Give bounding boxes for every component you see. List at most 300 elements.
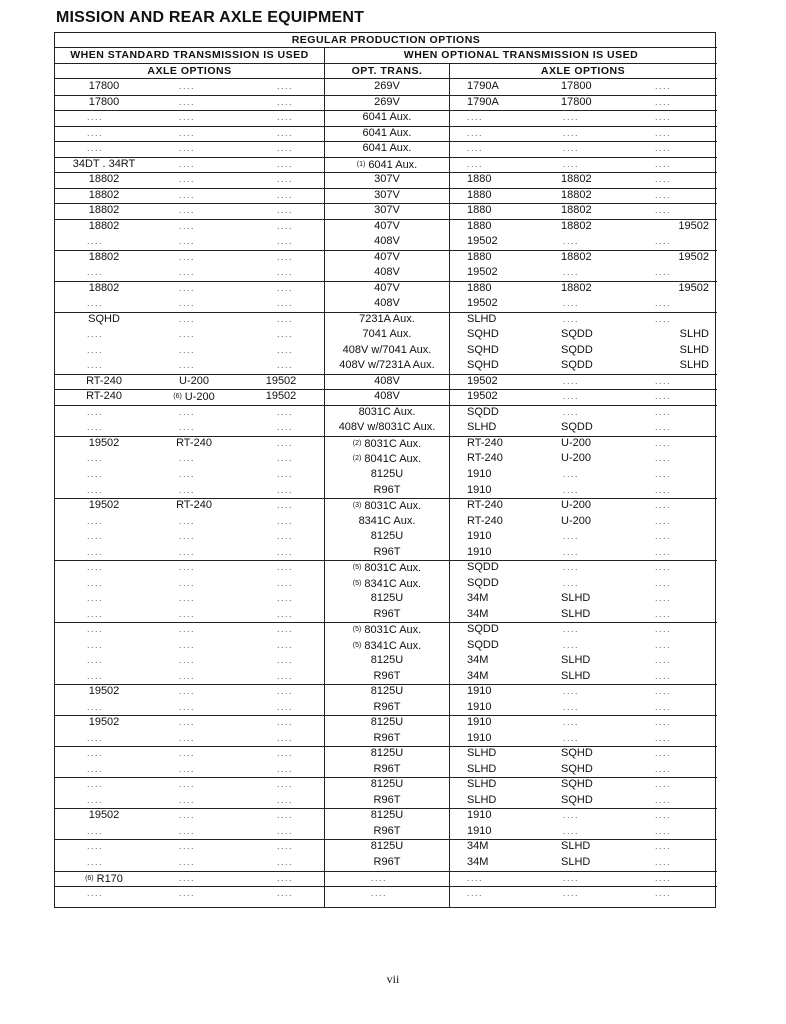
- table-cell: [545, 654, 625, 667]
- leader-dots: ....: [655, 717, 672, 728]
- cell-value: 34M: [467, 592, 489, 605]
- table-cell: [453, 220, 533, 233]
- header-rule: [55, 78, 717, 79]
- cell-value: SLHD: [679, 359, 709, 372]
- table-cell: [453, 778, 533, 791]
- leader-dots: ....: [467, 158, 484, 169]
- leader-dots: ....: [179, 857, 196, 867]
- table-cell: [151, 437, 237, 450]
- cell-value: 34M: [467, 654, 489, 667]
- row-rule: [55, 622, 717, 623]
- cell-value: R96T: [373, 669, 401, 682]
- leader-dots: ....: [87, 888, 104, 899]
- leader-dots: ....: [179, 112, 196, 123]
- leader-dots: ....: [655, 748, 672, 759]
- cell-value: 8125U: [370, 468, 404, 480]
- cell-value: SQDD: [561, 421, 593, 434]
- leader-dots: ....: [277, 608, 294, 619]
- cell-value: SQHD: [467, 359, 499, 372]
- leader-dots: ....: [179, 406, 196, 417]
- leader-dots: ....: [563, 546, 580, 557]
- leader-dots: ....: [563, 143, 580, 154]
- leader-dots: ....: [87, 763, 104, 774]
- cell-value: SQHD: [561, 793, 593, 806]
- leader-dots: ....: [179, 717, 196, 728]
- table-cell: [327, 701, 447, 714]
- cell-value: 1880: [467, 204, 492, 217]
- cell-value: R96T: [373, 607, 401, 620]
- leader-dots: ....: [277, 732, 294, 743]
- cell-value: SQHD: [561, 762, 593, 775]
- leader-dots: ....: [563, 810, 580, 821]
- table-cell: [545, 96, 625, 109]
- page-number: vii: [386, 972, 400, 986]
- leader-dots: ....: [655, 794, 672, 805]
- table-cell: [327, 452, 447, 466]
- table-cell: [545, 608, 625, 621]
- cell-value: 1910: [467, 731, 492, 744]
- table-cell: [453, 763, 533, 776]
- footnote-marker: (5): [352, 564, 362, 572]
- row-rule: [55, 250, 717, 251]
- table-cell: [327, 328, 447, 341]
- table-cell: [545, 359, 625, 372]
- table-cell: [453, 251, 533, 264]
- cell-value: 8341C Aux.: [364, 639, 422, 652]
- table-cell: [545, 344, 625, 357]
- table-cell: [241, 390, 321, 403]
- table-cell: [545, 763, 625, 776]
- row-rule: [55, 560, 717, 561]
- row-rule: [55, 839, 717, 840]
- table-cell: [327, 670, 447, 683]
- cell-value: 1880: [467, 250, 492, 263]
- table-cell: [545, 437, 625, 450]
- leader-dots: ....: [655, 406, 672, 417]
- cell-value: SLHD: [467, 778, 497, 791]
- table-cell: [453, 375, 533, 388]
- cell-value: 19502: [265, 390, 297, 403]
- leader-dots: ....: [277, 748, 294, 759]
- table-cell: [453, 328, 533, 341]
- table-cell: [545, 173, 625, 186]
- table-cell: [327, 794, 447, 807]
- table-cell: [327, 577, 447, 591]
- leader-dots: ....: [87, 701, 104, 712]
- leader-dots: ....: [87, 732, 104, 743]
- cell-value: 6041 Aux.: [362, 142, 412, 155]
- leader-dots: ....: [87, 624, 104, 635]
- table-cell: [327, 623, 447, 637]
- leader-dots: ....: [563, 732, 580, 743]
- cell-value: 8125U: [370, 840, 404, 853]
- leader-dots: ....: [277, 546, 294, 557]
- table-cell: [59, 251, 149, 264]
- leader-dots: ....: [277, 670, 294, 681]
- leader-dots: ....: [179, 189, 196, 200]
- cell-value: 1910: [467, 530, 492, 543]
- leader-dots: ....: [655, 127, 672, 138]
- column-divider: [324, 47, 325, 908]
- table-cell: [59, 809, 149, 822]
- leader-dots: ....: [655, 453, 672, 464]
- leader-dots: ....: [179, 422, 196, 433]
- leader-dots: ....: [179, 158, 196, 169]
- cell-value: 1880: [467, 281, 492, 294]
- leader-dots: ....: [179, 748, 196, 759]
- cell-value: 1880: [467, 188, 492, 201]
- cell-value: 8031C Aux.: [364, 562, 422, 575]
- leader-dots: ....: [179, 205, 196, 216]
- leader-dots: ....: [87, 298, 104, 309]
- cell-value: U-200: [561, 499, 591, 512]
- leader-dots: ....: [277, 344, 294, 355]
- leader-dots: ....: [277, 298, 294, 309]
- cell-value: 408V: [374, 235, 400, 248]
- leader-dots: ....: [277, 841, 294, 852]
- cell-value: 407V: [374, 219, 400, 232]
- table-cell: [453, 437, 533, 450]
- leader-dots: ....: [87, 562, 104, 573]
- cell-value: 18802: [88, 281, 120, 294]
- cell-value: 8125U: [370, 530, 404, 543]
- leader-dots: ....: [87, 655, 104, 666]
- leader-dots: ....: [179, 484, 196, 495]
- leader-dots: ....: [179, 810, 196, 821]
- cell-value: 19502: [467, 297, 498, 310]
- cell-value: 18802: [561, 250, 592, 263]
- leader-dots: ....: [655, 825, 672, 836]
- leader-dots: ....: [277, 205, 294, 216]
- table-cell: [327, 716, 447, 729]
- cell-value: SQDD: [467, 576, 499, 589]
- table-cell: [327, 375, 447, 388]
- footnote-marker: (1): [356, 160, 366, 168]
- cell-value: 8031C Aux.: [364, 624, 422, 637]
- table-cell: [327, 484, 447, 497]
- table-cell: [59, 80, 149, 93]
- row-rule: [55, 219, 717, 220]
- cell-value: 8041C Aux.: [364, 453, 422, 466]
- leader-dots: ....: [655, 577, 672, 588]
- leader-dots: ....: [655, 375, 672, 386]
- row-rule: [55, 110, 717, 111]
- leader-dots: ....: [87, 236, 104, 247]
- leader-dots: ....: [563, 577, 580, 588]
- table-cell: [453, 452, 533, 465]
- table-cell: [453, 794, 533, 807]
- header-standard-transmission: WHEN STANDARD TRANSMISSION IS USED: [70, 49, 309, 61]
- cell-value: 18802: [88, 219, 120, 232]
- leader-dots: ....: [87, 143, 104, 154]
- cell-value: SLHD: [679, 328, 709, 341]
- cell-value: 19502: [88, 499, 120, 512]
- table-cell: [453, 204, 533, 217]
- leader-dots: ....: [655, 779, 672, 790]
- cell-value: 34M: [467, 840, 489, 853]
- cell-value: U-200: [561, 514, 591, 527]
- row-rule: [55, 95, 717, 96]
- cell-value: 307V: [374, 173, 400, 186]
- leader-dots: ....: [563, 639, 580, 650]
- cell-value: SQHD: [561, 778, 593, 791]
- cell-value: 6041 Aux.: [362, 126, 412, 139]
- cell-value: 1910: [467, 468, 492, 480]
- cell-value: SQDD: [467, 405, 499, 418]
- cell-value: 307V: [374, 188, 400, 201]
- table-cell: [453, 825, 533, 838]
- leader-dots: ....: [655, 158, 672, 169]
- cell-value: SLHD: [467, 762, 497, 775]
- leader-dots: ....: [563, 825, 580, 836]
- table-cell: [545, 282, 625, 295]
- table-cell: [453, 732, 533, 745]
- cell-value: 19502: [88, 716, 120, 729]
- leader-dots: ....: [179, 469, 196, 479]
- leader-dots: ....: [179, 670, 196, 681]
- table-cell: [453, 421, 533, 434]
- leader-dots: ....: [371, 872, 388, 883]
- cell-value: R96T: [373, 545, 401, 558]
- row-rule: [55, 777, 717, 778]
- cell-value: 7041 Aux.: [362, 328, 412, 341]
- leader-dots: ....: [277, 189, 294, 200]
- leader-dots: ....: [563, 872, 580, 883]
- table-cell: [59, 437, 149, 450]
- cell-value: 1910: [467, 700, 492, 713]
- table-cell: [453, 809, 533, 822]
- table-cell: [59, 390, 149, 403]
- cell-value: 19502: [88, 809, 120, 822]
- leader-dots: ....: [563, 406, 580, 417]
- table-cell: [327, 80, 447, 93]
- leader-dots: ....: [277, 81, 294, 91]
- leader-dots: ....: [87, 794, 104, 805]
- cell-value: 8341C Aux.: [364, 577, 422, 590]
- leader-dots: ....: [655, 655, 672, 666]
- table-cell: [453, 701, 533, 714]
- cell-value: 17800: [88, 80, 120, 92]
- table-cell: [327, 251, 447, 264]
- cell-value: SQHD: [561, 747, 593, 760]
- table-cell: [453, 561, 533, 574]
- leader-dots: ....: [563, 158, 580, 169]
- cell-value: RT-240: [467, 499, 503, 512]
- leader-dots: ....: [277, 127, 294, 138]
- table-cell: [453, 468, 533, 481]
- cell-value: 1910: [467, 483, 492, 496]
- leader-dots: ....: [277, 717, 294, 728]
- table-cell: [59, 282, 149, 295]
- cell-value: 8031C Aux.: [364, 437, 422, 450]
- table-cell: [453, 623, 533, 636]
- leader-dots: ....: [179, 220, 196, 231]
- cell-value: 18802: [88, 173, 120, 186]
- leader-dots: ....: [179, 732, 196, 743]
- leader-dots: ....: [87, 267, 104, 278]
- leader-dots: ....: [87, 577, 104, 588]
- cell-value: SLHD: [467, 793, 497, 806]
- leader-dots: ....: [179, 236, 196, 247]
- cell-value: 408V: [374, 374, 400, 387]
- table-cell: [327, 468, 447, 481]
- leader-dots: ....: [179, 329, 196, 340]
- cell-value: 18802: [561, 188, 592, 201]
- table-cell: [327, 282, 447, 295]
- table-cell: [545, 747, 625, 760]
- leader-dots: ....: [655, 437, 672, 448]
- cell-value: RT-240: [86, 374, 122, 387]
- leader-dots: ....: [179, 888, 196, 899]
- table-cell: [151, 390, 237, 404]
- header-optional-transmission: WHEN OPTIONAL TRANSMISSION IS USED: [403, 49, 639, 61]
- table-cell: [545, 189, 625, 202]
- table-cell: [327, 344, 447, 357]
- cell-value: U-200: [561, 436, 591, 449]
- leader-dots: ....: [277, 158, 294, 169]
- header-rule: [55, 47, 717, 48]
- leader-dots: ....: [179, 360, 196, 371]
- leader-dots: ....: [179, 453, 196, 464]
- header-rule: [55, 63, 717, 64]
- leader-dots: ....: [277, 888, 294, 899]
- cell-value: SQHD: [467, 328, 499, 341]
- leader-dots: ....: [277, 469, 294, 479]
- table-cell: [59, 375, 149, 388]
- row-rule: [55, 157, 717, 158]
- table-cell: [327, 809, 447, 822]
- table-cell: [453, 856, 533, 869]
- leader-dots: ....: [179, 763, 196, 774]
- cell-value: 8031C Aux.: [364, 500, 422, 513]
- cell-value: SQDD: [561, 328, 593, 341]
- cell-value: 19502: [678, 219, 709, 232]
- table-cell: [453, 390, 533, 403]
- cell-value: 19502: [467, 266, 498, 279]
- cell-value: 8341C Aux.: [358, 514, 416, 527]
- table-cell: [453, 80, 533, 93]
- table-cell: [545, 328, 625, 341]
- leader-dots: ....: [655, 857, 672, 867]
- cell-value: SQDD: [467, 561, 499, 574]
- leader-dots: ....: [277, 236, 294, 247]
- table-cell: [327, 840, 447, 853]
- leader-dots: ....: [655, 872, 672, 883]
- leader-dots: ....: [467, 143, 484, 154]
- leader-dots: ....: [655, 701, 672, 712]
- row-rule: [55, 886, 717, 887]
- cell-value: 407V: [374, 250, 400, 263]
- leader-dots: ....: [655, 422, 672, 433]
- leader-dots: ....: [655, 391, 672, 402]
- table-cell: [453, 173, 533, 186]
- leader-dots: ....: [563, 686, 580, 697]
- leader-dots: ....: [179, 794, 196, 805]
- table-cell: [327, 546, 447, 559]
- leader-dots: ....: [179, 701, 196, 712]
- table-cell: [59, 313, 149, 326]
- row-rule: [55, 374, 717, 375]
- leader-dots: ....: [179, 174, 196, 185]
- table-cell: [453, 235, 533, 248]
- cell-value: 19502: [88, 685, 120, 698]
- leader-dots: ....: [655, 143, 672, 154]
- cell-value: U-200: [179, 374, 209, 387]
- cell-value: 18802: [561, 219, 592, 232]
- table-cell: [327, 856, 447, 869]
- footnote-marker: (5): [352, 579, 362, 587]
- leader-dots: ....: [563, 127, 580, 138]
- row-rule: [55, 746, 717, 747]
- table-cell: [151, 375, 237, 388]
- table-cell: [453, 282, 533, 295]
- table-cell: [633, 282, 713, 295]
- table-cell: [327, 685, 447, 698]
- leader-dots: ....: [277, 267, 294, 278]
- table-cell: [453, 592, 533, 605]
- cell-value: 408V w/7231A Aux.: [339, 359, 435, 372]
- leader-dots: ....: [179, 841, 196, 852]
- table-cell: [59, 189, 149, 202]
- cell-value: 8125U: [370, 685, 404, 698]
- cell-value: RT-240: [176, 436, 212, 449]
- table-cell: [59, 499, 149, 512]
- leader-dots: ....: [655, 205, 672, 216]
- table-cell: [633, 344, 713, 357]
- cell-value: 19502: [265, 374, 297, 387]
- table-cell: [545, 778, 625, 791]
- leader-dots: ....: [655, 841, 672, 852]
- row-rule: [55, 871, 717, 872]
- table-cell: [327, 189, 447, 202]
- table-cell: [453, 484, 533, 497]
- footnote-marker: (3): [352, 502, 362, 510]
- row-rule: [55, 684, 717, 685]
- table-cell: [545, 421, 625, 434]
- footnote-marker: (6): [173, 393, 182, 401]
- row-rule: [55, 389, 717, 390]
- cell-value: R96T: [373, 824, 401, 837]
- leader-dots: ....: [179, 298, 196, 309]
- leader-dots: ....: [277, 593, 294, 604]
- leader-dots: ....: [277, 422, 294, 433]
- leader-dots: ....: [179, 81, 196, 91]
- leader-dots: ....: [277, 220, 294, 231]
- table-cell: [453, 608, 533, 621]
- leader-dots: ....: [655, 670, 672, 681]
- table-cell: [453, 546, 533, 559]
- cell-value: 34DT . 34RT: [72, 157, 136, 170]
- cell-value: 8125U: [370, 716, 404, 729]
- cell-value: RT-240: [467, 514, 503, 527]
- cell-value: 8125U: [370, 747, 404, 760]
- table-cell: [59, 716, 149, 729]
- cell-value: 1910: [467, 824, 492, 837]
- leader-dots: ....: [655, 810, 672, 821]
- table-cell: [59, 173, 149, 186]
- cell-value: 19502: [88, 436, 120, 449]
- table-cell: [453, 840, 533, 853]
- row-rule: [55, 126, 717, 127]
- leader-dots: ....: [467, 127, 484, 138]
- leader-dots: ....: [179, 593, 196, 604]
- table-cell: [453, 344, 533, 357]
- cell-value: 7231A Aux.: [359, 312, 415, 325]
- cell-value: U-200: [561, 452, 591, 465]
- options-table: [54, 32, 716, 908]
- cell-value: R96T: [373, 793, 401, 806]
- header-standard-axle-options: AXLE OPTIONS: [147, 65, 232, 77]
